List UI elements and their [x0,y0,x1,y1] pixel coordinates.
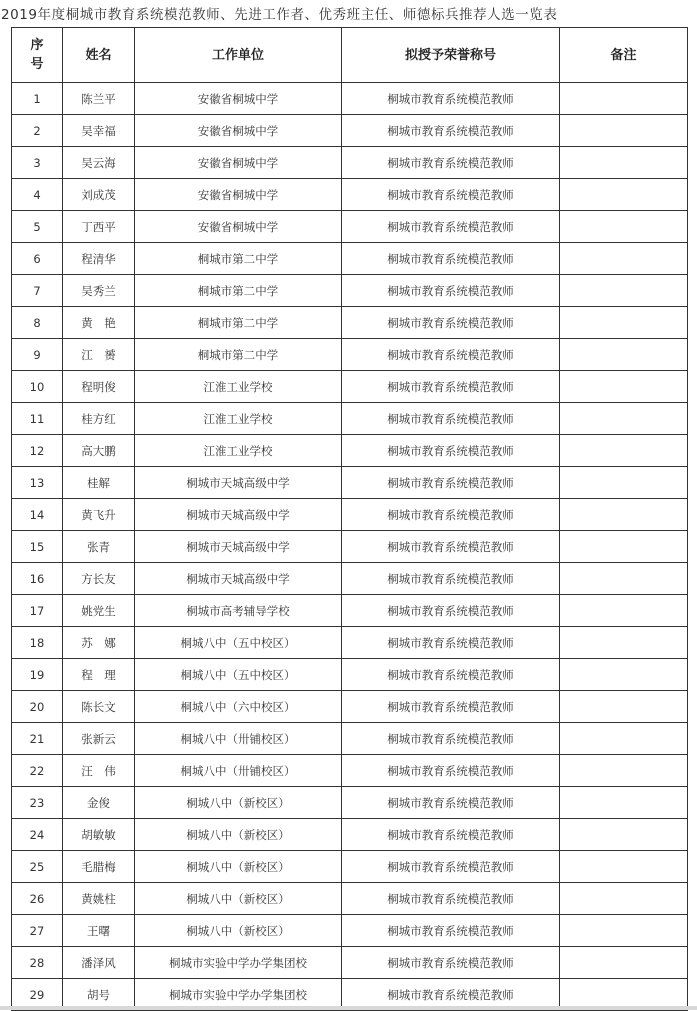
cell-name: 王曙 [63,915,135,947]
cell-unit: 江淮工业学校 [135,403,342,435]
cell-note [560,147,688,179]
cell-unit: 桐城市天城高级中学 [135,531,342,563]
table-header-row [12,28,688,83]
cell-note [560,467,688,499]
cell-unit: 安徽省桐城中学 [135,179,342,211]
table-row [12,243,688,275]
cell-honor: 桐城市教育系统模范教师 [342,627,560,659]
cell-unit: 桐城八中（五中校区） [135,659,342,691]
cell-seq: 7 [12,275,63,307]
cell-name: 毛腊梅 [63,851,135,883]
cell-note [560,851,688,883]
cell-note [560,723,688,755]
table-row [12,723,688,755]
cell-note [560,115,688,147]
header-honor: 拟授予荣誉称号 [342,28,560,83]
cell-honor: 桐城市教育系统模范教师 [342,307,560,339]
cell-note [560,531,688,563]
cell-honor: 桐城市教育系统模范教师 [342,467,560,499]
cell-unit: 安徽省桐城中学 [135,83,342,115]
header-seq-line2: 号 [30,57,44,72]
cell-seq: 24 [12,819,63,851]
cell-note [560,691,688,723]
cell-unit: 江淮工业学校 [135,371,342,403]
cell-note [560,563,688,595]
cell-unit: 桐城八中（五中校区） [135,627,342,659]
cell-honor: 桐城市教育系统模范教师 [342,371,560,403]
cell-note [560,243,688,275]
table-row [12,851,688,883]
table-row [12,499,688,531]
cell-seq: 28 [12,947,63,979]
cell-name: 程明俊 [63,371,135,403]
table-row [12,467,688,499]
cell-seq: 29 [12,979,63,1011]
cell-name: 潘泽风 [63,947,135,979]
cell-unit: 桐城八中（卅铺校区） [135,755,342,787]
cell-name: 程清华 [63,243,135,275]
cell-honor: 桐城市教育系统模范教师 [342,339,560,371]
cell-honor: 桐城市教育系统模范教师 [342,851,560,883]
table-body [12,83,688,1011]
table-row [12,883,688,915]
cell-name: 张青 [63,531,135,563]
cell-name: 丁西平 [63,211,135,243]
cell-unit: 桐城八中（卅铺校区） [135,723,342,755]
cell-name: 姚党生 [63,595,135,627]
cell-seq: 21 [12,723,63,755]
table-row [12,339,688,371]
cell-honor: 桐城市教育系统模范教师 [342,787,560,819]
cell-name: 吴云海 [63,147,135,179]
cell-seq: 4 [12,179,63,211]
cell-unit: 桐城市高考辅导学校 [135,595,342,627]
cell-name: 张新云 [63,723,135,755]
cell-note [560,787,688,819]
cell-honor: 桐城市教育系统模范教师 [342,563,560,595]
table-row [12,371,688,403]
cell-honor: 桐城市教育系统模范教师 [342,755,560,787]
cell-unit: 桐城市实验中学办学集团校 [135,947,342,979]
cell-note [560,403,688,435]
table-row [12,307,688,339]
table-row [12,275,688,307]
cell-name: 刘成茂 [63,179,135,211]
cell-honor: 桐城市教育系统模范教师 [342,275,560,307]
horizontal-scrollbar[interactable] [0,1006,697,1010]
cell-name: 黄飞升 [63,499,135,531]
cell-note [560,755,688,787]
cell-honor: 桐城市教育系统模范教师 [342,659,560,691]
table-row [12,819,688,851]
cell-seq: 27 [12,915,63,947]
cell-note [560,819,688,851]
cell-honor: 桐城市教育系统模范教师 [342,435,560,467]
cell-name: 江 赟 [63,339,135,371]
page-title: 2019年度桐城市教育系统模范教师、先进工作者、优秀班主任、师德标兵推荐人选一览表 [1,7,558,23]
cell-honor: 桐城市教育系统模范教师 [342,83,560,115]
table-row [12,915,688,947]
cell-honor: 桐城市教育系统模范教师 [342,403,560,435]
cell-name: 陈兰平 [63,83,135,115]
cell-seq: 18 [12,627,63,659]
cell-seq: 5 [12,211,63,243]
cell-seq: 26 [12,883,63,915]
cell-honor: 桐城市教育系统模范教师 [342,179,560,211]
cell-unit: 桐城八中（六中校区） [135,691,342,723]
cell-seq: 1 [12,83,63,115]
cell-name: 高大鹏 [63,435,135,467]
cell-honor: 桐城市教育系统模范教师 [342,883,560,915]
cell-name: 方长友 [63,563,135,595]
cell-unit: 桐城市第二中学 [135,275,342,307]
cell-name: 胡号 [63,979,135,1011]
cell-honor: 桐城市教育系统模范教师 [342,147,560,179]
cell-unit: 江淮工业学校 [135,435,342,467]
cell-unit: 桐城市实验中学办学集团校 [135,979,342,1011]
cell-note [560,595,688,627]
header-unit: 工作单位 [135,28,342,83]
recommendation-table [11,27,688,1011]
cell-name: 吴秀兰 [63,275,135,307]
cell-seq: 13 [12,467,63,499]
table-row [12,403,688,435]
cell-honor: 桐城市教育系统模范教师 [342,947,560,979]
cell-honor: 桐城市教育系统模范教师 [342,819,560,851]
header-name: 姓名 [63,28,135,83]
cell-note [560,371,688,403]
header-seq-line1: 序 [30,38,44,53]
header-seq [12,28,63,83]
cell-unit: 桐城市第二中学 [135,243,342,275]
cell-seq: 3 [12,147,63,179]
table-row [12,787,688,819]
cell-note [560,883,688,915]
cell-seq: 6 [12,243,63,275]
table-row [12,531,688,563]
cell-honor: 桐城市教育系统模范教师 [342,243,560,275]
cell-honor: 桐城市教育系统模范教师 [342,211,560,243]
cell-note [560,339,688,371]
cell-seq: 22 [12,755,63,787]
cell-note [560,307,688,339]
table-row [12,211,688,243]
cell-seq: 9 [12,339,63,371]
cell-unit: 桐城八中（新校区） [135,883,342,915]
cell-honor: 桐城市教育系统模范教师 [342,595,560,627]
cell-note [560,499,688,531]
cell-unit: 安徽省桐城中学 [135,211,342,243]
table-row [12,115,688,147]
cell-honor: 桐城市教育系统模范教师 [342,691,560,723]
cell-note [560,275,688,307]
cell-unit: 安徽省桐城中学 [135,147,342,179]
table-row [12,627,688,659]
table-row [12,179,688,211]
table-row [12,563,688,595]
table-row [12,947,688,979]
cell-name: 汪 伟 [63,755,135,787]
cell-unit: 安徽省桐城中学 [135,115,342,147]
cell-note [560,659,688,691]
cell-name: 黄姚柱 [63,883,135,915]
cell-seq: 2 [12,115,63,147]
cell-note [560,179,688,211]
cell-unit: 桐城市天城高级中学 [135,563,342,595]
cell-name: 桂方红 [63,403,135,435]
cell-seq: 14 [12,499,63,531]
cell-seq: 23 [12,787,63,819]
cell-note [560,915,688,947]
table-row [12,147,688,179]
cell-note [560,211,688,243]
cell-name: 陈长文 [63,691,135,723]
cell-honor: 桐城市教育系统模范教师 [342,115,560,147]
cell-name: 黄 艳 [63,307,135,339]
cell-seq: 20 [12,691,63,723]
cell-unit: 桐城市第二中学 [135,307,342,339]
cell-unit: 桐城市天城高级中学 [135,499,342,531]
table-row [12,755,688,787]
cell-honor: 桐城市教育系统模范教师 [342,915,560,947]
cell-honor: 桐城市教育系统模范教师 [342,531,560,563]
cell-note [560,627,688,659]
table-row [12,595,688,627]
cell-seq: 17 [12,595,63,627]
cell-name: 金俊 [63,787,135,819]
cell-seq: 8 [12,307,63,339]
cell-seq: 16 [12,563,63,595]
cell-name: 桂解 [63,467,135,499]
cell-honor: 桐城市教育系统模范教师 [342,499,560,531]
cell-unit: 桐城八中（新校区） [135,787,342,819]
cell-name: 吴幸福 [63,115,135,147]
cell-seq: 11 [12,403,63,435]
cell-honor: 桐城市教育系统模范教师 [342,723,560,755]
cell-seq: 12 [12,435,63,467]
cell-unit: 桐城市第二中学 [135,339,342,371]
header-note: 备注 [560,28,688,83]
cell-unit: 桐城八中（新校区） [135,915,342,947]
cell-unit: 桐城市天城高级中学 [135,467,342,499]
table-row [12,435,688,467]
cell-note [560,435,688,467]
cell-unit: 桐城八中（新校区） [135,851,342,883]
table-row [12,691,688,723]
cell-seq: 25 [12,851,63,883]
cell-name: 苏 娜 [63,627,135,659]
cell-note [560,947,688,979]
cell-seq: 10 [12,371,63,403]
cell-seq: 19 [12,659,63,691]
cell-name: 程 理 [63,659,135,691]
table-row [12,659,688,691]
cell-honor: 桐城市教育系统模范教师 [342,979,560,1011]
cell-name: 胡敏敏 [63,819,135,851]
cell-seq: 15 [12,531,63,563]
cell-note [560,83,688,115]
table-row [12,83,688,115]
cell-unit: 桐城八中（新校区） [135,819,342,851]
